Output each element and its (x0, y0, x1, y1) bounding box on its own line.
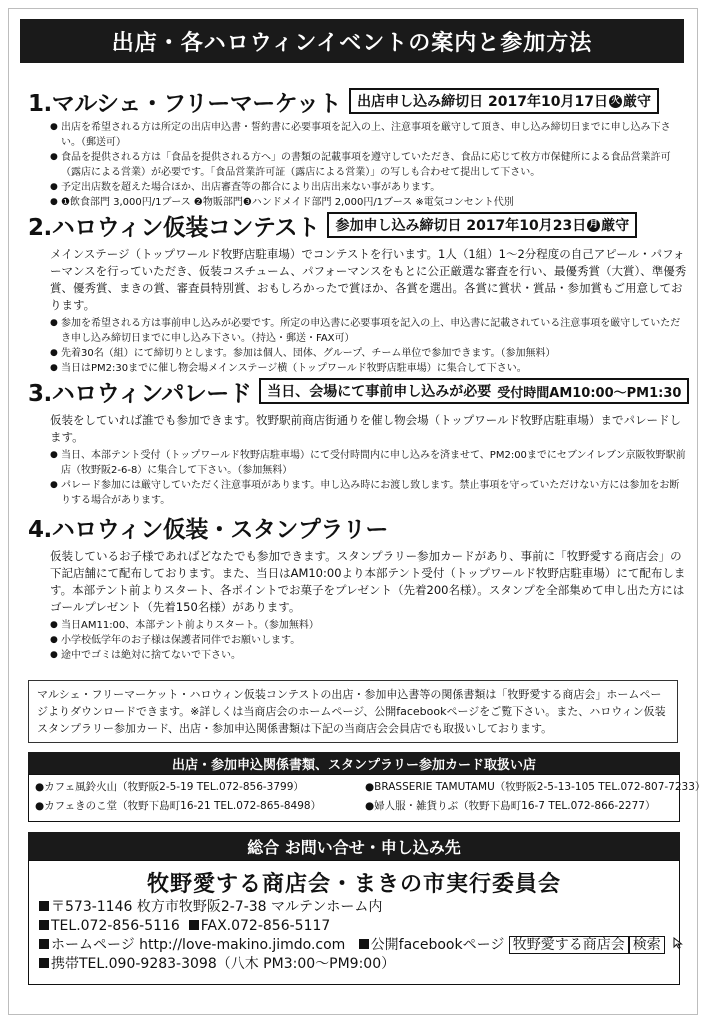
web-line: ホームページ http://love-makino.jimdo.com 公開facebookページ 牧野愛する商店会 検索 (29, 936, 679, 955)
list-item: ● 参加を希望される方は事前申し込みが必要です。所定の申込書に必要事項を記入の上、申込書に記載されている注意事項を厳守していただき申し込み締切日までに申し込み下さい。（持込・郵送・FAX可） (50, 316, 688, 346)
section-heading: 4.ハロウィン仮装・スタンプラリー (28, 516, 388, 543)
list-item: ● パレード参加には厳守していただく注意事項があります。申し込み時にお渡し致します。禁止事項を守っていただけない方には参加をお断りする場合があります。 (50, 478, 688, 508)
phone-line: TEL.072-856-5116 FAX.072-856-5117 (29, 917, 679, 936)
homepage-link[interactable]: ホームページ http://love-makino.jimdo.com (51, 937, 346, 953)
organization-name: 牧野愛する商店会・まきの市実行委員会 (146, 872, 561, 897)
deadline-box: 出店申し込み締切日 2017年10月17日 火 厳守 (349, 88, 659, 114)
section-heading: 3.ハロウィンパレード (28, 380, 252, 407)
list-item: ●BRASSERIE TAMUTAMU（牧野阪2-5-13-105 TEL.072-807-7233） (365, 781, 706, 793)
deadline-box: 参加申し込み締切日 2017年10月23日 月 厳守 (327, 212, 637, 238)
bullet-list (28, 120, 688, 210)
list-item: ● 当日AM11:00、本部テント前よりスタート。（参加無料） (50, 618, 688, 633)
search-button[interactable]: 検索 (629, 936, 665, 954)
list-item: ● 出店を希望される方は所定の出店申込書・誓約書に必要事項を記入の上、注意事項を厳守して頂き、申し込み締切日までに申し込み下さい。（郵送可） (50, 120, 688, 150)
list-item: ● 予定出店数を超えた場合ほか、出店審査等の都合により出店出来ない事があります。 (50, 180, 688, 195)
section-stamp-rally (28, 510, 688, 663)
bullet-list (28, 316, 688, 376)
page-title: 出店・各ハロウィンイベントの案内と参加方法 (20, 19, 684, 63)
contact-box (28, 860, 680, 985)
bullet-list (28, 448, 688, 508)
download-notice: マルシェ・フリーマーケット・ハロウィン仮装コンテストの出店・参加申込書等の関係書類は「牧野愛する商店会」ホームページよりダウンロードできます。※詳しくは当商店会のホームページ、公開facebookページをご覧下さい。また、ハロウィン仮装スタンプラリー参加カード、出店・参加申込関係書類は下記の当商店会会員店でも取扱いしております。 (28, 680, 678, 743)
list-item: ●婦人服・雑貨りぶ（牧野下島町16-7 TEL.072-866-2277） (365, 800, 656, 812)
bullet-list (28, 618, 688, 663)
section-parade (28, 374, 688, 508)
list-item: ● 当日はPM2:30までに催し物会場メインステージ横（トップワールド牧野店駐車場）に集合して下さい。 (50, 361, 688, 376)
section-description: 仮装しているお子様であればどなたでも参加できます。スタンプラリー参加カードがあり、事前に「牧野愛する商店会」の下記店舗にて配布しております。また、当日はAM10:00より本部テント受付（トップワールド牧野店駐車場）にて配布します。本部テント前よりスタート、各ポイントでお菓子をプレゼント（先着200名様）。スタンプを全部集めて申し出た方にはゴールプレゼント（先着150名様）があります。 (50, 549, 686, 614)
mobile-line: 携帯TEL.090-9283-3098（八木 PM3:00〜PM9:00） (29, 955, 679, 974)
shops-list (28, 774, 706, 822)
list-item: ●カフェ風鈴火山（牧野阪2-5-19 TEL.072-856-3799） (35, 781, 304, 793)
list-item: ● ❶飲食部門 3,000円/1ブース ❷物販部門❸ハンドメイド部門 2,000円/1ブース ※電気コンセント代別 (50, 195, 688, 210)
cursor-arrow-icon (673, 936, 683, 955)
section-description: メインステージ（トップワールド牧野店駐車場）でコンテストを行います。1人（1組）1〜2分程度の自己アピール・パフォーマンスを行っていただき、仮装コスチューム、パフォーマンスをもとに公正厳選な審査を行い、最優秀賞（大賞）、準優秀賞、優秀賞、まきの賞、審査員特別賞、おもしろかったで賞ほか、各賞を選出。各賞に賞状・賞品・参加賞もご用意しております。 (50, 247, 687, 312)
deadline-box: 当日、会場にて事前申し込みが必要 受付時間AM10:00〜PM1:30 (259, 378, 689, 404)
list-item: ●カフェきのこ堂（牧野下島町16-21 TEL.072-865-8498） (35, 800, 322, 812)
list-item: ● 小学校低学年のお子様は保護者同伴でお願いします。 (50, 633, 688, 648)
shops-header-bar: 出店・参加申込関係書類、スタンプラリー参加カード取扱い店 (28, 752, 680, 774)
contact-header-bar: 総合 お問い合せ・申し込み先 (28, 832, 680, 860)
address-line: 〒573-1146 枚方市牧野阪2-7-38 マルテンホーム内 (29, 898, 679, 917)
section-description: 仮装をしていれば誰でも参加できます。牧野駅前商店街通りを催し物会場（トップワールド牧野店駐車場）までパレードします。 (50, 413, 681, 444)
list-item: ● 当日、本部テント受付（トップワールド牧野店駐車場）にて受付時間内に申し込みを済ませて、PM2:00までにセブンイレブン京阪牧野駅前店（牧野阪2-6-8）に集合して下さい。（参加無料） (50, 448, 688, 478)
list-item: ● 食品を提供される方は「食品を提供される方へ」の書類の記載事項を遵守していただき、食品に応じて枚方市保健所による食品営業許可（露店による営業）が必要です。「食品営業許可証（露店による営業）」の写しも合わせて提出して下さい。 (50, 150, 688, 180)
section-heading: 2.ハロウィン仮装コンテスト (28, 214, 320, 241)
section-marche (28, 84, 688, 210)
section-heading: 1.マルシェ・フリーマーケット (28, 90, 342, 117)
search-term-box: 牧野愛する商店会 (509, 936, 629, 954)
list-item: ● 途中でゴミは絶対に捨てないで下さい。 (50, 648, 688, 663)
list-item: ● 先着30名（組）にて締切りとします。参加は個人、団体、グループ、チーム単位で参加できます。（参加無料） (50, 346, 688, 361)
section-costume-contest (28, 208, 688, 376)
